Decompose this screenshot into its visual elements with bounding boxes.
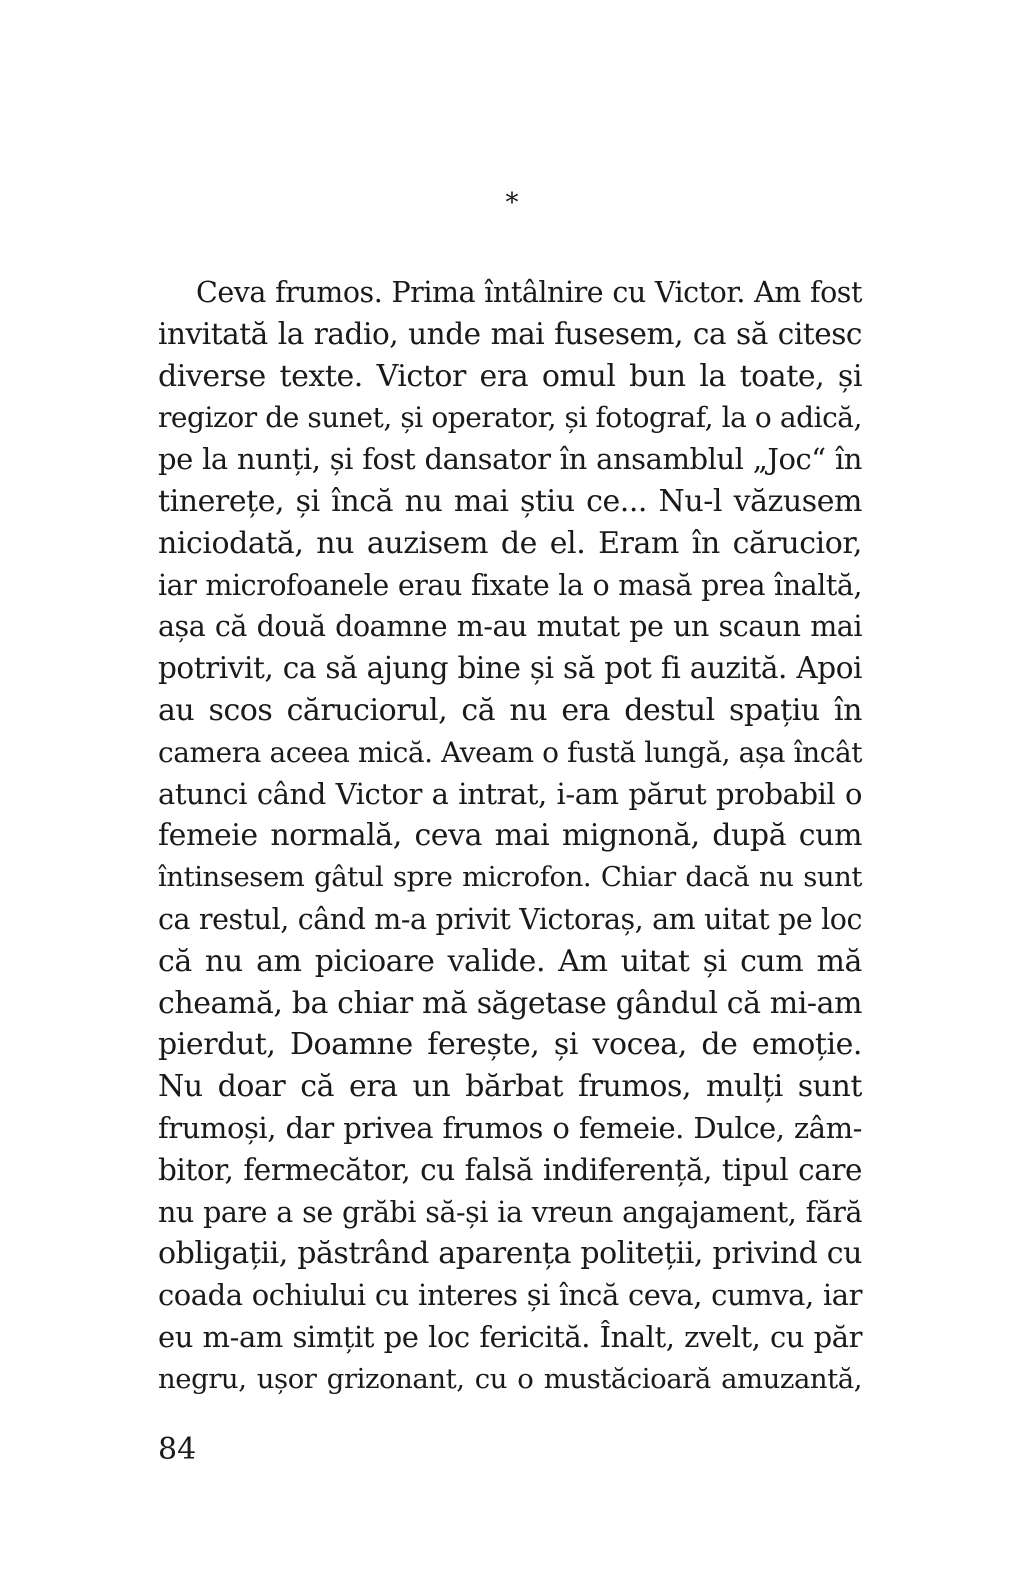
text-line: negru, ușor grizonant, cu o mustăcioară amuzantă,: [158, 1362, 862, 1395]
page-number: 84: [158, 1432, 197, 1467]
text-line: potrivit, ca să ajung bine și să pot fi auzită. Apoi: [158, 651, 862, 686]
text-line: Ceva frumos. Prima întâlnire cu Victor. Am fost: [196, 276, 862, 309]
text-line: pe la nunți, și fost dansator în ansamblul „Joc“ în: [158, 442, 862, 477]
text-line: că nu am picioare valide. Am uitat și cum mă: [158, 943, 862, 979]
text-line: au scos căruciorul, că nu era destul spațiu în: [158, 692, 862, 728]
text-line: invitată la radio, unde mai fusesem, ca să citesc: [158, 316, 862, 351]
text-line: coada ochiului cu interes și încă ceva, cumva, iar: [158, 1278, 862, 1313]
text-line: eu m-am simțit pe loc fericită. Înalt, zvelt, cu păr: [158, 1319, 862, 1354]
text-line: Nu doar că era un bărbat frumos, mulți sunt: [158, 1069, 862, 1105]
text-line: atunci când Victor a intrat, i-am părut probabil o: [158, 776, 862, 811]
text-line: așa că două doamne m-au mutat pe un scaun mai: [158, 610, 862, 644]
text-line: tinerețe, și încă nu mai știu ce... Nu-l văzusem: [158, 483, 862, 519]
text-line: nu pare a se grăbi să-și ia vreun angajament, fără: [158, 1195, 862, 1229]
text-line: ca restul, când m-a privit Victoraș, am uitat pe loc: [158, 902, 862, 936]
text-line: cheamă, ba chiar mă săgetase gândul că mi-am: [158, 985, 862, 1021]
text-line: frumoși, dar privea frumos o femeie. Dulce, zâm-: [158, 1110, 862, 1145]
text-line: camera aceea mică. Aveam o fustă lungă, așa încât: [158, 735, 862, 769]
text-line: regizor de sunet, și operator, și fotograf, la o adică,: [158, 401, 862, 435]
text-line: diverse texte. Victor era omul bun la toate, și: [158, 358, 862, 394]
text-line: iar microfoanele erau fixate la o masă prea înaltă,: [158, 568, 862, 602]
text-line: obligații, păstrând aparența politeții, privind cu: [158, 1236, 862, 1272]
paragraph: [158, 272, 862, 1401]
text-line: întinsesem gâtul spre microfon. Chiar dacă nu sunt: [158, 861, 862, 894]
text-line: pierdut, Doamne ferește, și vocea, de emoție.: [158, 1027, 862, 1063]
text-line: niciodată, nu auzisem de el. Eram în cărucior,: [158, 525, 862, 561]
text-line: bitor, fermecător, cu falsă indiferență, tipul care: [158, 1152, 862, 1187]
text-line: femeie normală, ceva mai mignonă, după cum: [158, 818, 862, 854]
section-separator: *: [505, 188, 519, 218]
